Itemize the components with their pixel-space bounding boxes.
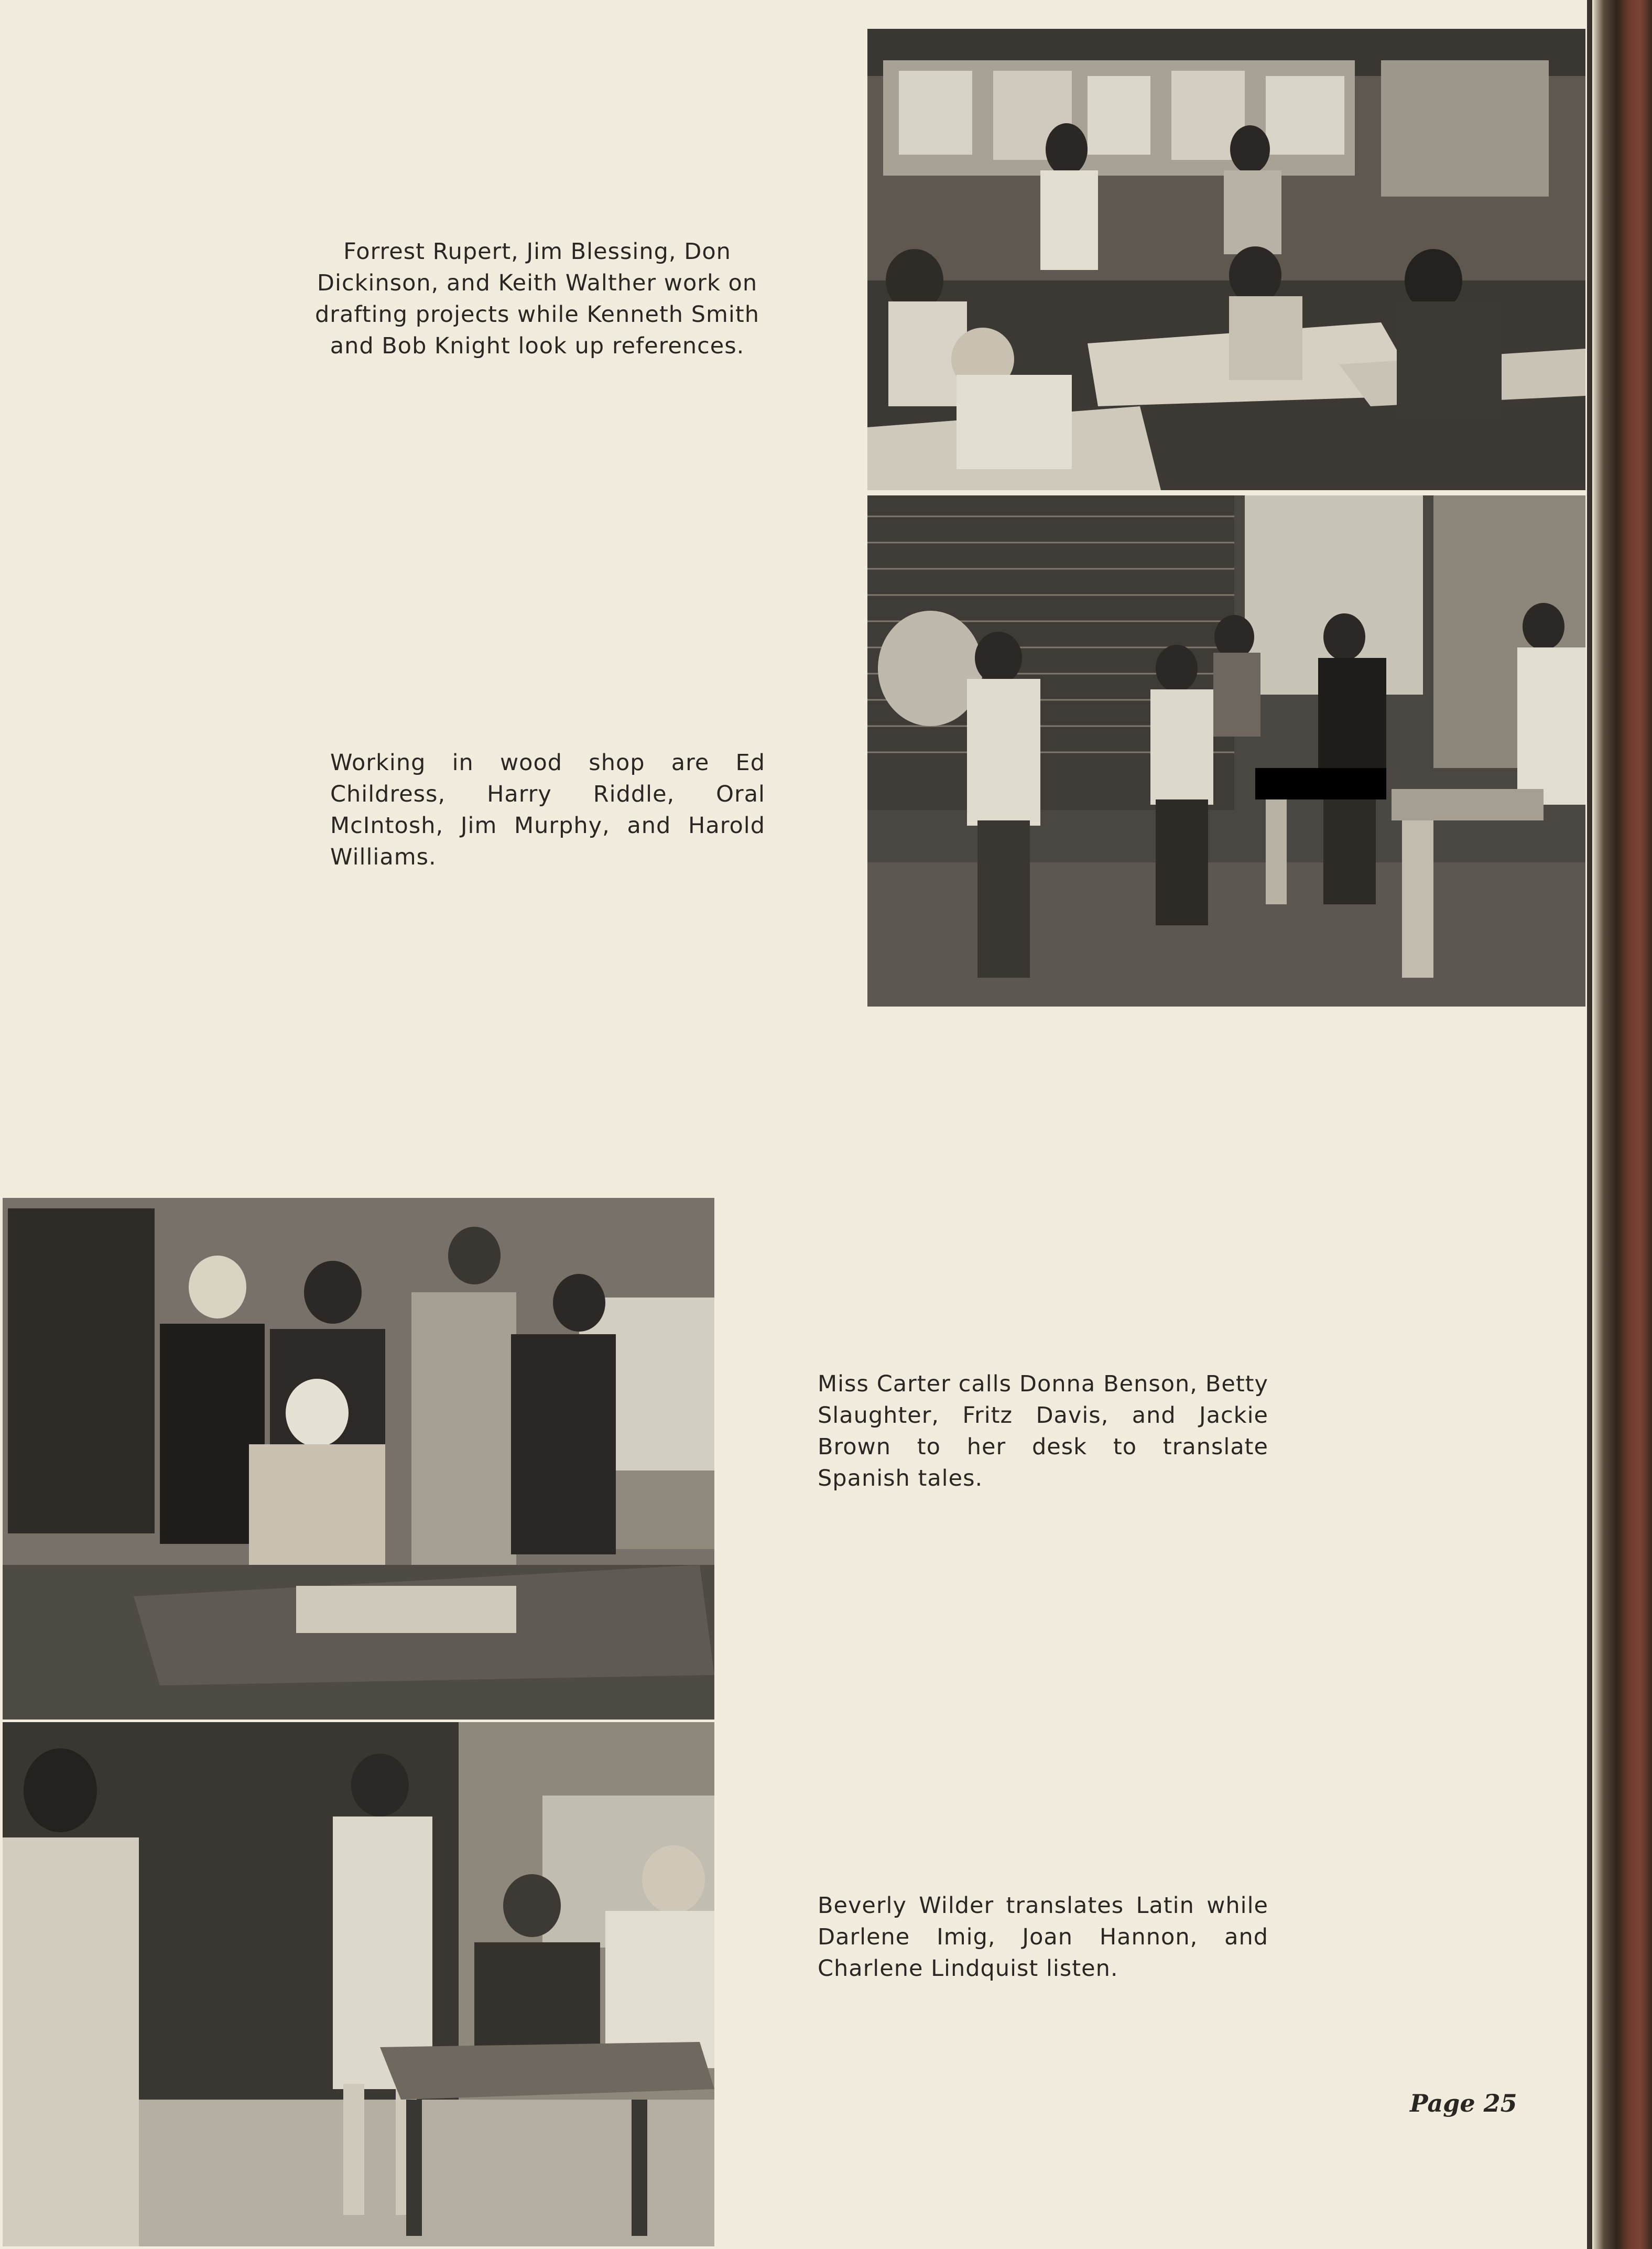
spanish-class-photo: [3, 1198, 714, 1720]
book-binding: [1593, 0, 1652, 2249]
page-edge-line: [1587, 0, 1592, 2249]
latin-caption: Beverly Wilder translates Latin while Darlene Imig, Joan Hannon, and Charlene Lindquist listen.: [818, 1893, 1268, 1982]
page-number: Page 25: [1410, 2089, 1517, 2117]
wood-shop-photo: [867, 495, 1585, 1007]
drafting-caption: Forrest Rupert, Jim Blessing, Don Dickinson, and Keith Walther work on drafting projects while Kenneth Smith and Bob Knight look up references.: [315, 239, 759, 359]
drafting-class-photo: [867, 29, 1585, 490]
wood-shop-caption: Working in wood shop are Ed Childress, Harry Riddle, Oral McIntosh, Jim Murphy, and Harold Williams.: [330, 750, 765, 870]
spanish-caption: Miss Carter calls Donna Benson, Betty Slaughter, Fritz Davis, and Jackie Brown to her desk to translate Spanish tales.: [818, 1371, 1268, 1491]
latin-class-photo: [3, 1722, 714, 2246]
